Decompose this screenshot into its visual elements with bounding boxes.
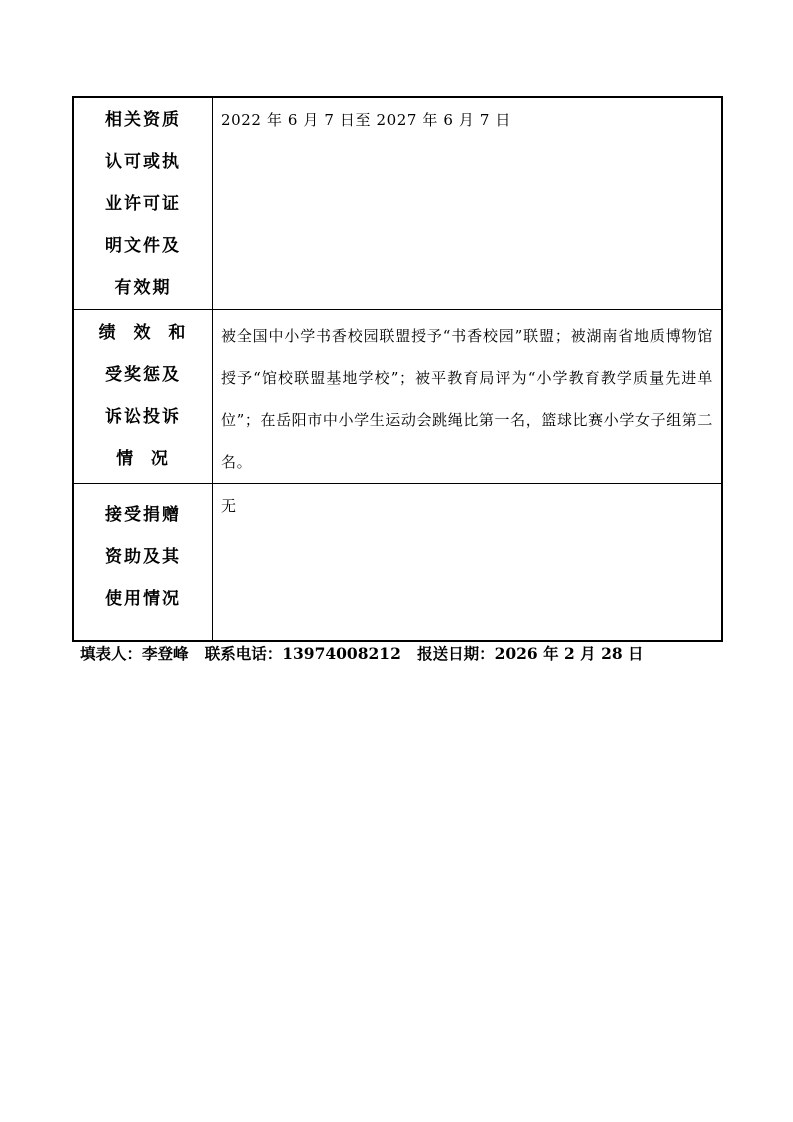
filler-name: 填表人：李登峰 (80, 644, 189, 663)
info-table (72, 96, 723, 642)
table-row-performance (73, 310, 722, 484)
row-label-donations: 接受捐赠 资助及其 使用情况 (105, 505, 181, 609)
row-value-donations: 无 (221, 497, 237, 515)
row-label-qualification: 相关资质 认可或执 业许可证 明文件及 有效期 (105, 110, 181, 298)
label-cell (73, 484, 213, 642)
form-footer (80, 643, 644, 665)
row-value-performance: 被全国中小学书香校园联盟授予“书香校园”联盟；被湖南省地质博物馆授予“馆校联盟基地学校”；被平教育局评为“小学教育教学质量先进单位”；在岳阳市中小学生运动会跳绳比第一名，篮球比赛小学女子组第二名。 (221, 327, 713, 471)
row-value-qualification: 2022 年 6 月 7 日至 2027 年 6 月 7 日 (221, 111, 511, 129)
value-cell (213, 484, 723, 642)
table-row-qualification (73, 97, 722, 310)
value-cell (213, 310, 723, 484)
label-cell (73, 310, 213, 484)
contact-phone: 联系电话：13974008212 (204, 644, 401, 663)
row-label-performance: 绩 效 和 受奖惩及 诉讼投诉 情 况 (98, 323, 188, 469)
table-row-donations (73, 484, 722, 642)
value-cell (213, 97, 723, 310)
submit-date: 报送日期：2026 年 2 月 28 日 (417, 644, 644, 663)
label-cell (73, 97, 213, 310)
